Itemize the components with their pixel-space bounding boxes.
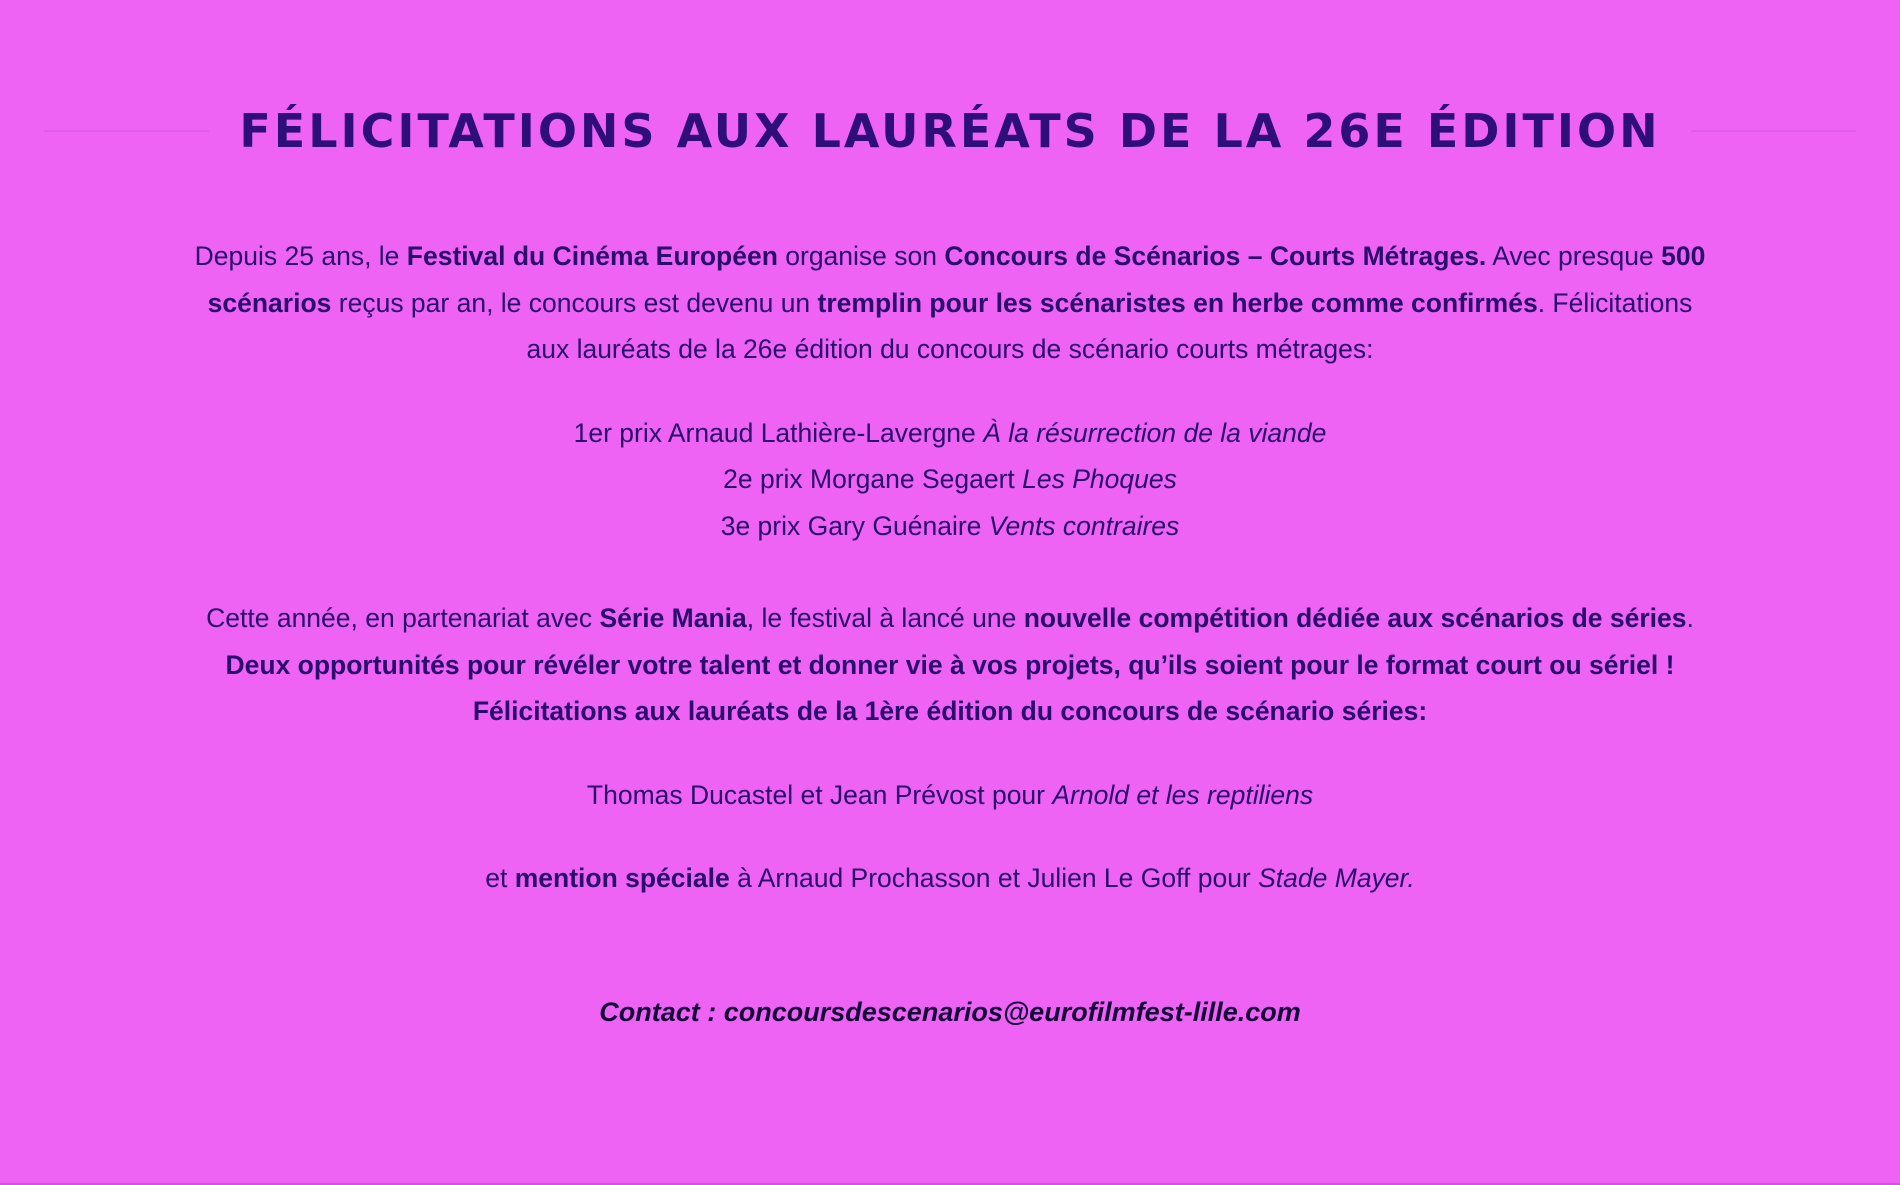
series-winner xyxy=(190,772,1710,819)
special-mention-text-1: et xyxy=(485,863,515,893)
prize-item-2 xyxy=(190,456,1710,503)
heading-divider-left xyxy=(44,130,209,132)
intro-paragraph xyxy=(190,233,1710,373)
intro-text-5: . Félicitations aux lauréats de la 26e édition du concours de scénario courts métrages: xyxy=(526,287,1693,364)
special-mention-title: Stade Mayer. xyxy=(1258,863,1415,893)
series-text-1: Cette année, en partenariat avec xyxy=(206,603,600,633)
opportunities-text: Deux opportunités pour révéler votre talent et donner vie à vos projets, qu’ils soient pour le format court ou sériel ! Félicitations aux lauréats de la 1ère édition du concours de scénario séries: xyxy=(225,649,1675,726)
prize-label: 3e prix Gary Guénaire xyxy=(720,510,989,541)
contact-line: Contact : concoursdescenarios@eurofilmfest-lille.com xyxy=(599,997,1301,1027)
intro-text-3: Avec presque xyxy=(1486,241,1662,271)
festival-name: Festival du Cinéma Européen xyxy=(406,241,778,271)
prize-label: 2e prix Morgane Segaert xyxy=(723,464,1023,494)
springboard-text: tremplin pour les scénaristes en herbe comme confirmés xyxy=(817,287,1538,318)
special-mention xyxy=(190,855,1710,902)
series-paragraph xyxy=(190,595,1710,735)
series-text-3: . xyxy=(1686,603,1694,633)
main-content xyxy=(190,233,1710,902)
series-text-2: , le festival à lancé une xyxy=(746,603,1024,633)
series-winner-title: Arnold et les reptiliens xyxy=(1052,779,1314,810)
contest-name: Concours de Scénarios – Courts Métrages. xyxy=(944,241,1487,271)
prize-work-title: À la résurrection de la viande xyxy=(983,417,1327,448)
prize-item-3 xyxy=(190,503,1710,550)
new-competition-text: nouvelle compétition dédiée aux scénarios de séries xyxy=(1023,603,1687,633)
intro-text-1: Depuis 25 ans, le xyxy=(194,241,407,271)
partner-name: Série Mania xyxy=(599,603,747,633)
heading-row xyxy=(44,96,1856,166)
scenario-count: 500 scénarios xyxy=(207,241,1706,318)
prize-work-title: Vents contraires xyxy=(988,510,1180,541)
prize-work-title: Les Phoques xyxy=(1022,464,1177,494)
prize-item-1 xyxy=(190,410,1710,457)
prize-label: 1er prix Arnaud Lathière-Lavergne xyxy=(573,417,984,448)
special-mention-label: mention spéciale xyxy=(514,863,730,893)
series-winner-label: Thomas Ducastel et Jean Prévost pour xyxy=(586,779,1053,810)
intro-text-2: organise son xyxy=(777,241,945,271)
special-mention-text-2: à Arnaud Prochasson et Julien Le Goff pour xyxy=(729,863,1259,893)
page-title: FÉLICITATIONS AUX LAURÉATS DE LA 26E ÉDITION xyxy=(239,104,1661,158)
intro-text-4: reçus par an, le concours est devenu un xyxy=(331,287,818,318)
prize-list xyxy=(190,410,1710,550)
heading-divider-right xyxy=(1691,130,1856,132)
